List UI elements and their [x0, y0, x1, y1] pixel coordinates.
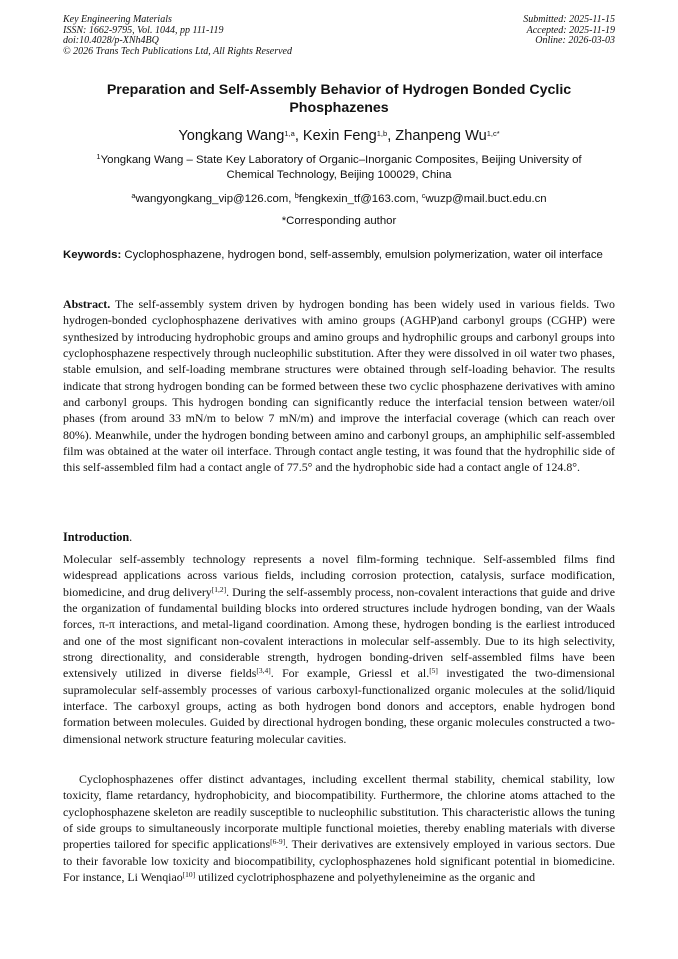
author-separator: , — [387, 128, 396, 144]
abstract-text: The self-assembly system driven by hydrogen bonding has been widely used in various fields. Two hydrogen-bonded cyclophosphazene derivatives with amino groups (AGHP)and carbonyl groups (CGHP) were synthesized by introducing hydrophobic groups and amino groups and hydrophilic groups and carbonyl groups into cyclophosphazene respectively through nucleophilic substitution. After they were dissolved in oil water two phases, stable emulsion, and self-loading membrane structures were obtained through self-loading behavior. The results indicate that strong hydrogen bonding can be formed between these two cyclic phosphazene derivatives with amino and carbonyl groups. This hydrogen bonding can significantly reduce the interfacial tension between water/oil phases (from around 33 mN/m to below 7 mN/m) and improve the interfacial coverage (which can reach over 80%). Meanwhile, under the hydrogen bonding between amino and carbonyl groups, an amphiphilic self-assembled film was obtained at the water oil interface. Through contact angle testing, it was found that the hydrophilic side of this self-assembled film had a contact angle of 77.5° and the hydrophobic side had a contact angle of 124.8°. — [63, 297, 615, 475]
introduction-heading — [63, 530, 132, 545]
keywords-section — [63, 248, 615, 262]
paragraph-text: . For example, Griessl et al. — [270, 666, 430, 681]
paragraph-text: Cyclophosphazenes offer distinct advantages, including excellent thermal stability, chemical stability, low toxicity, flame retardancy, hydrophobicity, and biocompatibility. Furthermore, the chlorine atoms attached to the cyclophosphazene skeleton are readily susceptible to nucleophilic substitution. This characteristic allows the tuning of side groups to simultaneously incorporate multiple functional moieties, thereby enabling materials with diverse properties tailored for specific applications — [63, 772, 615, 852]
author-emails — [63, 192, 615, 206]
paragraph-text: . During the self-assembly process, non-covalent interactions that guide and drive the organization of fundamental building blocks into ordered structures include hydrogen bonding, van der Waals forces, π-π interactions, and metal-ligand coordination. Among these, hydrogen bonding is the earliest introduced and one of the most significant non-covalent interactions in molecular self-assembly. Due to its high selectivity, strong directionality, and considerable strength, hydrogen bonding-driven self-assembled films have been extensively utilized in diverse fields — [63, 584, 615, 681]
paragraph-text: utilized cyclotriphosphazene and polyethyleneimine as the organic and — [195, 870, 536, 885]
citation-ref: [10] — [182, 870, 196, 880]
citation-ref: [1,2] — [211, 584, 227, 594]
author-3-name: Zhanpeng Wu — [395, 128, 487, 144]
affiliation-mark: 1 — [96, 152, 101, 161]
paper-title — [63, 82, 615, 117]
email-c: wuzp@mail.buct.edu.cn — [425, 193, 547, 205]
issn-line: ISSN: 1662-9795, Vol. 1044, pp 111-119 — [63, 24, 224, 36]
author-1-affil-mark: 1,a — [284, 129, 295, 138]
citation-ref: [3,4] — [256, 666, 271, 676]
author-separator: , — [294, 128, 303, 144]
email-mark-c: c — [421, 191, 426, 200]
title-line-2: Phosphazenes — [289, 99, 389, 116]
keywords-label: Keywords: — [63, 249, 122, 261]
affiliation-text-1: Yongkang Wang – State Key Laboratory of Organic–Inorganic Composites, Beijing University of — [100, 154, 582, 166]
author-2-affil-mark: 1,b — [376, 129, 388, 138]
paragraph-text: Molecular self-assembly technology represents a novel film-forming technique. Self-assembled films find widespread applications across various fields, including corrosion protection, catalysis, surface modification, biomedicine, and drug delivery — [63, 552, 615, 599]
affiliation-line-1 — [63, 153, 615, 168]
journal-header-left — [63, 15, 292, 57]
author-1-name: Yongkang Wang — [178, 128, 285, 144]
online-date: Online: 2026-03-03 — [535, 35, 615, 47]
introduction-paragraph-2 — [63, 771, 615, 885]
introduction-paragraph-1 — [63, 551, 615, 747]
citation-ref: [5] — [429, 666, 438, 676]
journal-name: Key Engineering Materials — [63, 14, 172, 25]
paragraph-text: . Their derivatives are extensively employed in various sectors. Due to their favorable low toxicity and biocompatibility, cyclophosphazenes hold significant potential in biomedicine. For instance, Li Wenqiao — [63, 837, 615, 885]
title-line-1: Preparation and Self-Assembly Behavior of Hydrogen Bonded Cyclic — [106, 82, 572, 98]
author-2-name: Kexin Feng — [302, 128, 377, 144]
paragraph-text: investigated the two-dimensional supramolecular self-assembly processes of various carboxyl-functionalized organic molecules at the solid/liquid interface. The carboxyl groups, acting as both hydrogen bond donors and acceptors, enable hydrogen bond formation between molecules. Guided by directional hydrogen bonding, these organic molecules constructed a two-dimensional network structure featuring molecular cavities. — [63, 666, 615, 746]
introduction-heading-text: Introduction — [63, 530, 130, 544]
keywords-text: Cyclophosphazene, hydrogen bond, self-assembly, emulsion polymerization, water oil interface — [121, 249, 603, 261]
corresponding-author-note: *Corresponding author — [281, 215, 397, 227]
citation-ref: [6-9] — [270, 837, 286, 847]
affiliation-line-2: Chemical Technology, Beijing 100029, China — [226, 169, 452, 182]
abstract-section — [63, 296, 615, 476]
email-mark-b: b — [294, 191, 299, 200]
affiliation — [63, 153, 615, 183]
email-a: wangyongkang_vip@126.com, — [135, 193, 295, 205]
copyright-line: © 2026 Trans Tech Publications Ltd, All Rights Reserved — [63, 45, 292, 57]
email-mark-a: a — [131, 191, 136, 200]
email-b: fengkexin_tf@163.com, — [298, 193, 422, 205]
doi-line: doi:10.4028/p-XNh4BQ — [63, 35, 159, 47]
accepted-date: Accepted: 2025-11-19 — [526, 24, 615, 36]
journal-header-right — [523, 15, 615, 47]
author-3-affil-mark: 1,c* — [486, 129, 500, 138]
submitted-date: Submitted: 2025-11-15 — [523, 14, 615, 25]
introduction-heading-dot: . — [129, 530, 133, 544]
abstract-label: Abstract. — [63, 297, 111, 311]
author-list — [63, 127, 615, 145]
